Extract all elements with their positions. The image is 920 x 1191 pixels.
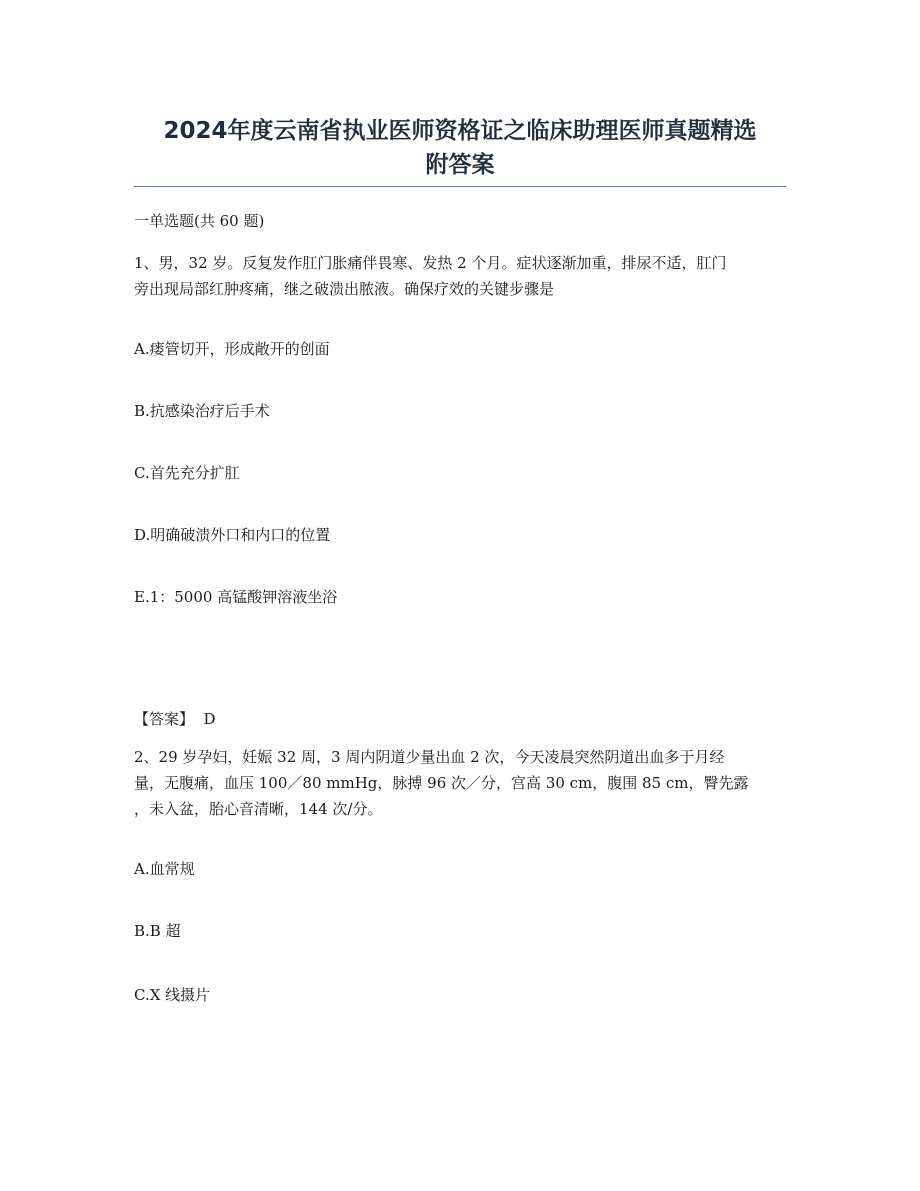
question-1-stem	[134, 250, 786, 302]
question-1-option-c: C.首先充分扩肛	[134, 464, 240, 482]
title-divider	[134, 186, 786, 187]
question-2-stem-line-1: 2、29 岁孕妇，妊娠 32 周，3 周内阴道少量出血 2 次，今天凌晨突然阴道出血多于月经	[134, 748, 725, 766]
question-2-stem-line-2: 量，无腹痛，血压 100／80 mmHg，脉搏 96 次／分，宫高 30 cm，腹围 85 cm，臀先露	[134, 774, 749, 792]
question-1-option-b: B.抗感染治疗后手术	[134, 402, 270, 420]
title-line-1: 2024年度云南省执业医师资格证之临床助理医师真题精选	[163, 118, 757, 144]
question-2-stem	[134, 744, 786, 822]
question-1-stem-line-2: 旁出现局部红肿疼痛，继之破溃出脓液。确保疗效的关键步骤是	[134, 280, 555, 298]
question-1-option-a: A.瘘管切开，形成敞开的创面	[134, 340, 330, 358]
title-line-2: 附答案	[425, 152, 495, 178]
question-2-option-a: A.血常规	[134, 860, 195, 878]
question-1-option-e: E.1：5000 高锰酸钾溶液坐浴	[134, 588, 338, 606]
question-1-stem-line-1: 1、男，32 岁。反复发作肛门胀痛伴畏寒、发热 2 个月。症状逐渐加重，排尿不适，肛门	[134, 254, 727, 272]
section-heading: 一单选题(共 60 题)	[134, 212, 265, 230]
question-1-answer: 【答案】 D	[134, 710, 216, 728]
document-title	[134, 114, 786, 182]
question-2-option-b: B.B 超	[134, 922, 181, 940]
question-1-option-d: D.明确破溃外口和内口的位置	[134, 526, 331, 544]
question-2-stem-line-3: ，未入盆，胎心音清晰，144 次/分。	[134, 800, 383, 818]
question-2-option-c: C.X 线摄片	[134, 986, 211, 1004]
